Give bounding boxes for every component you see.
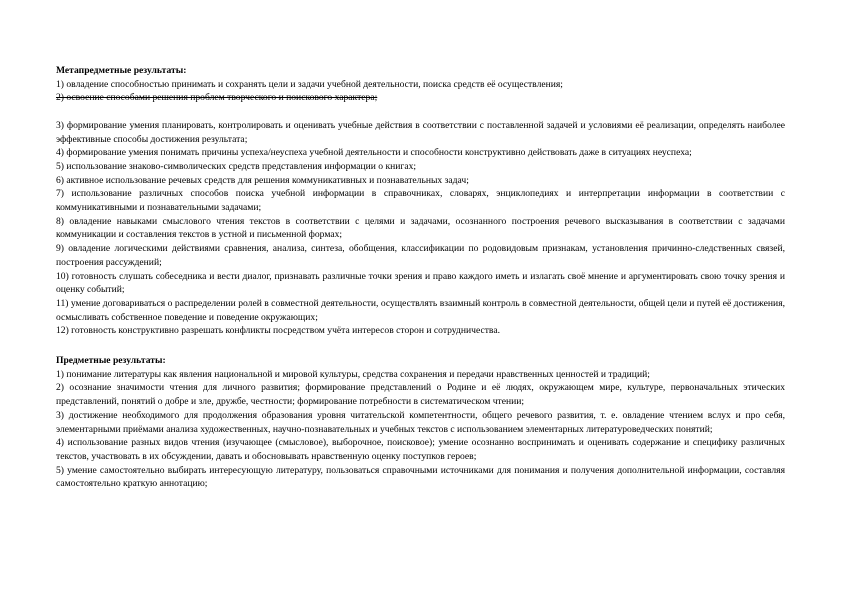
- meta-item-1: 1) овладение способностью принимать и сохранять цели и задачи учебной деятельности, поиска средств её осуществления;: [56, 78, 563, 90]
- meta-results-heading: Метапредметные результаты:: [56, 65, 187, 76]
- meta-item-11: 11) умение договариваться о распределении ролей в совместной деятельности, осуществлять взаимный контроль в совместной деятельности, общей цели и путей её достижения, осмысливать собственное поведение и поведение окружающих;: [56, 297, 785, 323]
- meta-item-2: 2) освоение способами решения проблем творческого и поискового характера;: [56, 92, 378, 104]
- subject-item-3: 3) достижение необходимого для продолжения образования уровня читательской компетентности, общего речевого развития, т. е. овладение чтением вслух и про себя, элементарными приёмами анализа художественных, научно-познавательных и учебных текстов с использованием элементарных литературоведческих понятий;: [56, 409, 785, 435]
- meta-item-12: 12) готовность конструктивно разрешать конфликты посредством учёта интересов сторон и сотрудничества.: [56, 325, 500, 337]
- meta-item-5: 5) использование знаково-символических средств представления информации о книгах;: [56, 160, 417, 172]
- subject-item-2: 2) осознание значимости чтения для личного развития; формирование представлений о Родине и её людях, окружающем мире, культуре, первоначальных этических представлений, понятий о добре и зле, дружбе, честности; формирование потребности в систематическом чтении;: [56, 382, 785, 408]
- meta-item-8: 8) овладение навыками смыслового чтения текстов в соответствии с целями и задачами, осознанного построения речевого высказывания в соответствии с задачами коммуникации и составления текстов в устной и письменной формах;: [56, 215, 785, 241]
- meta-item-3: 3) формирование умения планировать, контролировать и оценивать учебные действия в соответствии с поставленной задачей и условиями её реализации, определять наиболее эффективные способы достижения результата;: [56, 119, 785, 145]
- spacer: [56, 338, 785, 354]
- subject-item-1: 1) понимание литературы как явления национальной и мировой культуры, средства сохранения и передачи нравственных ценностей и традиций;: [56, 368, 650, 380]
- meta-item-9: 9) овладение логическими действиями сравнения, анализа, синтеза, обобщения, классификации по родовидовым признакам, установления причинно-следственных связей, построения рассуждений;: [56, 243, 785, 268]
- meta-item-7: 7) использование различных способов поиска учебной информации в справочниках, словарях, энциклопедиях и интерпретации информации в соответствии с коммуникативными и познавательными задачами;: [56, 188, 785, 214]
- meta-item-10: 10) готовность слушать собеседника и вести диалог, признавать различные точки зрения и право каждого иметь и излагать своё мнение и аргументировать свою точку зрения и оценку событий;: [56, 270, 785, 296]
- subject-results-heading: Предметные результаты:: [56, 355, 166, 367]
- subject-item-4: 4) использование разных видов чтения (изучающее (смысловое), выборочное, поисковое); умение осознанно воспринимать и оценивать содержание и специфику различных текстов, участвовать в их обсуждении, давать и обосновывать нравственную оценку поступков героев;: [56, 437, 785, 462]
- meta-item-6: 6) активное использование речевых средств для решения коммуникативных и познавательных задач;: [56, 174, 469, 186]
- subject-item-5: 5) умение самостоятельно выбирать интересующую литературу, пользоваться справочными источниками для понимания и получения дополнительной информации, составляя самостоятельно краткую аннотацию;: [56, 464, 785, 490]
- spacer: [56, 105, 785, 119]
- document-page: [56, 64, 785, 491]
- meta-item-4: 4) формирование умения понимать причины успеха/неуспеха учебной деятельности и способности конструктивно действовать даже в ситуациях неуспеха;: [56, 147, 692, 159]
